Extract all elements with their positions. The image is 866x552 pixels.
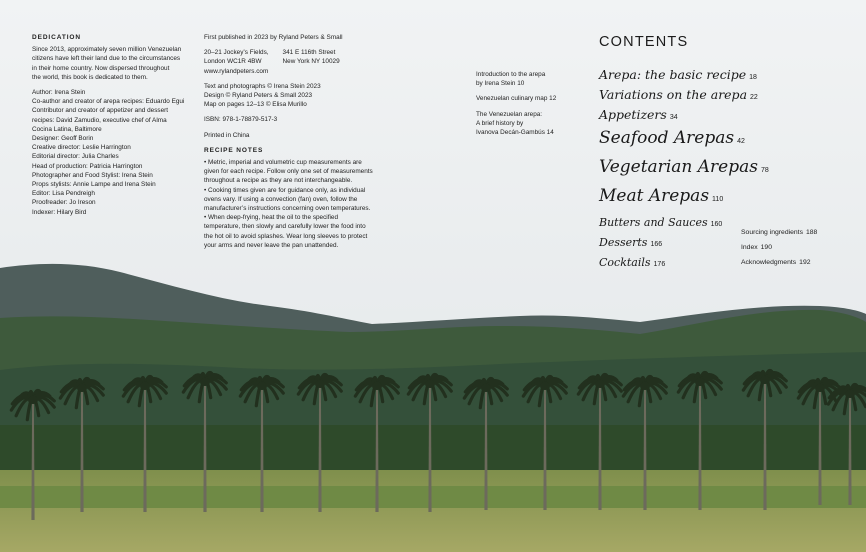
chapter-entry: [599, 128, 745, 148]
credit-line: Cocina Latina, Baltimore: [32, 125, 102, 133]
first-published: First published in 2023 by Ryland Peters & Small: [204, 34, 343, 41]
address-line: 341 E 116th Street: [282, 49, 336, 57]
credit-line: Photographer and Food Stylist: Irena Stein: [32, 171, 153, 179]
back-matter-entry: [741, 229, 817, 236]
back-matter-page: 190: [760, 244, 772, 251]
credit-line: Indexer: Hilary Bird: [32, 208, 87, 216]
credits-column: [32, 33, 198, 217]
recipe-notes-heading: RECIPE NOTES: [204, 146, 264, 154]
credit-line: Author: Irena Stein: [32, 89, 86, 97]
intro-entry: by Irena Stein 10: [476, 80, 525, 88]
credit-line: Editorial director: Julia Charles: [32, 153, 119, 161]
chapter-entry: [599, 157, 769, 177]
intro-entry: The Venezuelan arepa:: [476, 110, 543, 118]
chapter-title: Arepa: the basic recipe: [599, 67, 747, 82]
intro-entry: A brief history by: [476, 119, 524, 127]
credit-line: Contributor and creator of appetizer and dessert: [32, 107, 169, 115]
chapter-entry: [599, 186, 723, 206]
chapter-page: 160: [710, 221, 723, 228]
sugarcane-band: [0, 486, 866, 508]
chapter-page: 34: [669, 114, 678, 121]
note-line: your arms and never leave the pan unattended.: [204, 241, 339, 249]
chapter-entry: [599, 107, 678, 122]
credit-line: Head of production: Patricia Harrington: [32, 162, 143, 170]
chapter-entry: [599, 236, 662, 249]
address-line: New York NY 10029: [282, 58, 340, 66]
chapter-title: Butters and Sauces: [599, 216, 708, 229]
chapter-entry: [599, 256, 665, 269]
dedication-line: Since 2013, approximately seven million Venezuelan: [32, 46, 182, 54]
printed-in: Printed in China: [204, 131, 250, 139]
credit-line: Editor: Lisa Pendreigh: [32, 190, 95, 198]
intro-entry: Venezuelan culinary map 12: [476, 95, 557, 103]
chapter-title: Vegetarian Arepas: [599, 157, 758, 177]
publisher-column: [204, 33, 394, 250]
chapter-page: 166: [650, 241, 663, 248]
chapter-entry: [599, 87, 758, 102]
chapter-title: Desserts: [599, 236, 648, 249]
copyright-line: Map on pages 12–13 © Elisa Murillo: [204, 101, 307, 109]
address-line: 20–21 Jockey’s Fields,: [204, 49, 269, 57]
chapter-title: Variations on the arepa: [599, 87, 748, 102]
dedication-line: the world, this book is dedicated to them.: [32, 73, 148, 81]
intro-entry: Ivanova Decán-Gambús 14: [476, 129, 554, 137]
back-matter-entry: [741, 259, 811, 266]
credit-line: Creative director: Leslie Harrington: [32, 144, 131, 152]
intro-entry: Introduction to the arepa: [476, 71, 546, 78]
chapter-page: 78: [760, 167, 769, 174]
note-line: • When deep-frying, heat the oil to the specified: [204, 214, 339, 222]
chapter-page: 22: [750, 94, 758, 101]
back-matter-title: Acknowledgments: [741, 259, 797, 266]
back-matter-page: 188: [805, 229, 818, 236]
isbn: ISBN: 978-1-78879-517-3: [204, 116, 278, 124]
back-matter-entry: [741, 244, 772, 251]
chapter-entry: [599, 67, 757, 82]
website: www.rylandpeters.com: [204, 67, 269, 75]
credit-line: Proofreader: Jo Ireson: [32, 199, 96, 207]
note-line: temperature, then slowly and carefully lower the food into: [204, 223, 366, 231]
address-line: London WC1R 4BW: [204, 58, 262, 66]
intro-column: [476, 70, 586, 137]
chapter-title: Cocktails: [599, 256, 651, 269]
contents-title: CONTENTS: [599, 34, 689, 50]
back-matter-title: Sourcing ingredients: [741, 229, 803, 236]
chapter-title: Appetizers: [599, 107, 667, 122]
credit-line: Props stylists: Annie Lampe and Irena Stein: [32, 181, 156, 189]
note-line: manufacturer’s instructions concerning oven temperatures.: [204, 205, 371, 213]
chapter-title: Seafood Arepas: [599, 128, 735, 148]
note-line: • Cooking times given are for guidance only, as individual: [204, 186, 366, 194]
dedication-line: in their home country. Now dispersed throughout: [32, 64, 170, 72]
dedication-heading: DEDICATION: [32, 34, 81, 41]
chapter-page: 110: [712, 196, 724, 203]
back-matter-title: Index: [741, 244, 758, 251]
chapter-page: 176: [653, 261, 666, 268]
chapter-page: 42: [737, 138, 745, 145]
back-matter-page: 192: [799, 259, 811, 266]
dedication-line: citizens have left their land due to the circumstances: [32, 55, 181, 63]
chapter-page: 18: [749, 74, 757, 81]
note-line: given for each recipe. Follow only one set of measurements: [204, 168, 373, 176]
chapter-title: Meat Arepas: [599, 186, 710, 206]
credit-line: Designer: Geoff Borin: [32, 135, 94, 143]
field: [0, 470, 866, 552]
copyright-line: Text and photographs © Irena Stein 2023: [204, 82, 321, 90]
credit-line: Co-author and creator of arepa recipes: Eduardo Egui: [32, 98, 185, 106]
note-line: throughout a recipe as they are not interchangeable.: [204, 177, 353, 185]
credit-line: recipes: David Zamudio, executive chef of Alma: [32, 116, 167, 124]
chapter-entry: [599, 216, 722, 229]
note-line: • Metric, imperial and volumetric cup measurements are: [204, 159, 362, 167]
note-line: the hot oil to avoid splashes. Wear long sleeves to protect: [204, 232, 368, 240]
copyright-line: Design © Ryland Peters & Small 2023: [204, 92, 313, 100]
note-line: ovens vary. If using a convection (fan) oven, follow the: [204, 195, 358, 203]
